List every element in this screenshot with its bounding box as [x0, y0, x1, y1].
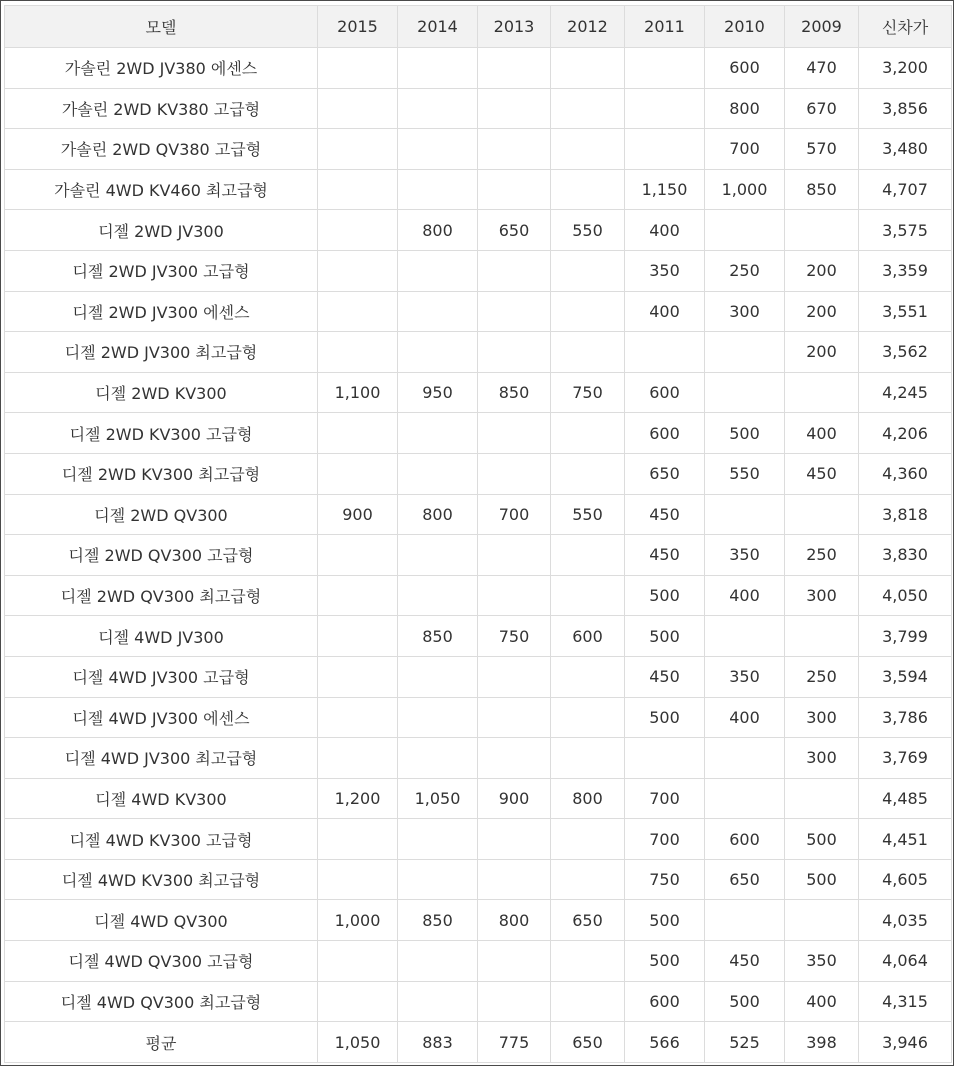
- price-2015-cell: [318, 981, 398, 1022]
- price-2010-cell: 300: [705, 291, 785, 332]
- price-2015-cell: [318, 291, 398, 332]
- price-2009-cell: [785, 900, 859, 941]
- model-cell: 디젤 4WD KV300 고급형: [5, 819, 318, 860]
- table-row: [5, 250, 952, 291]
- price-2015-cell: [318, 413, 398, 454]
- price-2010-cell: [705, 332, 785, 373]
- table-header: [5, 6, 952, 48]
- price-2014-cell: [398, 941, 478, 982]
- price-2010-cell: 350: [705, 656, 785, 697]
- column-header-model: 모델: [5, 6, 318, 48]
- price-2013-cell: [478, 697, 551, 738]
- table-row: [5, 332, 952, 373]
- price-2010-cell: 450: [705, 941, 785, 982]
- price-2013-cell: 650: [478, 210, 551, 251]
- model-cell: 가솔린 4WD KV460 최고급형: [5, 169, 318, 210]
- new-price-cell: 3,818: [859, 494, 952, 535]
- price-2011-cell: 500: [625, 941, 705, 982]
- average-row: [5, 1022, 952, 1063]
- price-2014-cell: [398, 656, 478, 697]
- new-price-cell: 3,359: [859, 250, 952, 291]
- price-2009-cell: 400: [785, 413, 859, 454]
- price-2011-cell: 650: [625, 453, 705, 494]
- model-cell: 디젤 4WD JV300: [5, 616, 318, 657]
- price-2015-cell: 1,200: [318, 778, 398, 819]
- price-2009-cell: [785, 616, 859, 657]
- price-2012-cell: 650: [551, 900, 625, 941]
- price-2015-cell: [318, 819, 398, 860]
- price-2015-cell: [318, 210, 398, 251]
- new-price-cell: 4,707: [859, 169, 952, 210]
- price-2013-cell: 750: [478, 616, 551, 657]
- price-2012-cell: [551, 697, 625, 738]
- table-row: [5, 291, 952, 332]
- price-2011-cell: 400: [625, 210, 705, 251]
- table-row: [5, 900, 952, 941]
- price-2009-cell: 200: [785, 291, 859, 332]
- column-header-new-price: 신차가: [859, 6, 952, 48]
- model-cell: 가솔린 2WD KV380 고급형: [5, 88, 318, 129]
- price-2011-cell: [625, 48, 705, 89]
- table-row: [5, 616, 952, 657]
- price-2014-cell: [398, 575, 478, 616]
- price-2010-cell: 600: [705, 819, 785, 860]
- table-row: [5, 413, 952, 454]
- price-2010-cell: 600: [705, 48, 785, 89]
- header-row: [5, 6, 952, 48]
- model-cell: 디젤 2WD JV300 에센스: [5, 291, 318, 332]
- price-2009-cell: 398: [785, 1022, 859, 1063]
- new-price-cell: 3,856: [859, 88, 952, 129]
- price-2013-cell: [478, 413, 551, 454]
- price-2014-cell: [398, 129, 478, 170]
- price-2010-cell: [705, 900, 785, 941]
- price-2009-cell: 400: [785, 981, 859, 1022]
- model-cell: 디젤 4WD JV300 고급형: [5, 656, 318, 697]
- new-price-cell: 4,485: [859, 778, 952, 819]
- new-price-cell: 3,799: [859, 616, 952, 657]
- price-2010-cell: 1,000: [705, 169, 785, 210]
- new-price-cell: 3,769: [859, 738, 952, 779]
- price-2013-cell: [478, 291, 551, 332]
- price-2013-cell: 775: [478, 1022, 551, 1063]
- price-2012-cell: [551, 575, 625, 616]
- price-2013-cell: [478, 129, 551, 170]
- price-2009-cell: [785, 494, 859, 535]
- new-price-cell: 3,946: [859, 1022, 952, 1063]
- price-2010-cell: [705, 778, 785, 819]
- price-2014-cell: [398, 981, 478, 1022]
- model-cell: 디젤 4WD QV300 고급형: [5, 941, 318, 982]
- price-2014-cell: 950: [398, 372, 478, 413]
- price-2015-cell: [318, 697, 398, 738]
- price-2011-cell: 600: [625, 413, 705, 454]
- price-2010-cell: [705, 616, 785, 657]
- price-2014-cell: 883: [398, 1022, 478, 1063]
- new-price-cell: 4,064: [859, 941, 952, 982]
- price-2011-cell: 700: [625, 778, 705, 819]
- price-2013-cell: [478, 656, 551, 697]
- price-2011-cell: 500: [625, 575, 705, 616]
- table-row: [5, 697, 952, 738]
- model-cell: 디젤 4WD KV300 최고급형: [5, 859, 318, 900]
- table-row: [5, 575, 952, 616]
- price-2011-cell: 566: [625, 1022, 705, 1063]
- price-2013-cell: [478, 575, 551, 616]
- model-cell: 디젤 2WD KV300 고급형: [5, 413, 318, 454]
- model-cell: 평균: [5, 1022, 318, 1063]
- price-2009-cell: 300: [785, 697, 859, 738]
- price-2009-cell: 450: [785, 453, 859, 494]
- model-cell: 가솔린 2WD QV380 고급형: [5, 129, 318, 170]
- price-2011-cell: 1,150: [625, 169, 705, 210]
- column-header-2015: 2015: [318, 6, 398, 48]
- new-price-cell: 3,786: [859, 697, 952, 738]
- column-header-2011: 2011: [625, 6, 705, 48]
- price-2012-cell: 550: [551, 210, 625, 251]
- price-2015-cell: [318, 616, 398, 657]
- price-2009-cell: 500: [785, 859, 859, 900]
- new-price-cell: 4,315: [859, 981, 952, 1022]
- price-2015-cell: [318, 169, 398, 210]
- price-2013-cell: [478, 88, 551, 129]
- price-2010-cell: 400: [705, 697, 785, 738]
- price-2010-cell: [705, 372, 785, 413]
- price-2015-cell: [318, 859, 398, 900]
- new-price-cell: 4,206: [859, 413, 952, 454]
- price-2014-cell: 1,050: [398, 778, 478, 819]
- price-2014-cell: [398, 453, 478, 494]
- price-2010-cell: 700: [705, 129, 785, 170]
- price-2014-cell: [398, 88, 478, 129]
- price-2009-cell: 500: [785, 819, 859, 860]
- price-2011-cell: 500: [625, 697, 705, 738]
- price-2010-cell: 500: [705, 413, 785, 454]
- table-row: [5, 738, 952, 779]
- price-2011-cell: [625, 332, 705, 373]
- table-row: [5, 210, 952, 251]
- price-2010-cell: 350: [705, 535, 785, 576]
- price-2012-cell: [551, 48, 625, 89]
- price-2010-cell: 550: [705, 453, 785, 494]
- price-2009-cell: [785, 210, 859, 251]
- price-2015-cell: [318, 453, 398, 494]
- price-2014-cell: [398, 250, 478, 291]
- price-2009-cell: 200: [785, 250, 859, 291]
- price-2012-cell: [551, 819, 625, 860]
- price-2012-cell: [551, 941, 625, 982]
- price-2013-cell: [478, 981, 551, 1022]
- price-2010-cell: 500: [705, 981, 785, 1022]
- model-cell: 디젤 2WD QV300 최고급형: [5, 575, 318, 616]
- table-row: [5, 941, 952, 982]
- price-2011-cell: 500: [625, 616, 705, 657]
- price-2015-cell: [318, 575, 398, 616]
- price-2012-cell: 550: [551, 494, 625, 535]
- price-2010-cell: [705, 494, 785, 535]
- price-2014-cell: [398, 291, 478, 332]
- model-cell: 디젤 2WD QV300 고급형: [5, 535, 318, 576]
- table-row: [5, 88, 952, 129]
- table-row: [5, 372, 952, 413]
- table-row: [5, 169, 952, 210]
- price-2009-cell: 250: [785, 656, 859, 697]
- price-2015-cell: [318, 656, 398, 697]
- model-cell: 디젤 2WD JV300 고급형: [5, 250, 318, 291]
- price-2013-cell: [478, 941, 551, 982]
- price-2011-cell: 350: [625, 250, 705, 291]
- model-cell: 디젤 2WD KV300 최고급형: [5, 453, 318, 494]
- model-cell: 디젤 4WD QV300 최고급형: [5, 981, 318, 1022]
- price-2011-cell: 500: [625, 900, 705, 941]
- price-2014-cell: 800: [398, 494, 478, 535]
- price-2012-cell: 750: [551, 372, 625, 413]
- price-2012-cell: 600: [551, 616, 625, 657]
- price-2015-cell: 1,000: [318, 900, 398, 941]
- model-cell: 디젤 2WD KV300: [5, 372, 318, 413]
- price-2009-cell: 670: [785, 88, 859, 129]
- price-2014-cell: [398, 697, 478, 738]
- price-2014-cell: 800: [398, 210, 478, 251]
- price-2012-cell: 800: [551, 778, 625, 819]
- price-2011-cell: [625, 88, 705, 129]
- price-2015-cell: 1,100: [318, 372, 398, 413]
- price-2012-cell: [551, 453, 625, 494]
- price-2013-cell: [478, 453, 551, 494]
- table-row: [5, 819, 952, 860]
- price-2014-cell: [398, 738, 478, 779]
- price-2012-cell: [551, 413, 625, 454]
- price-2009-cell: 200: [785, 332, 859, 373]
- price-2009-cell: [785, 778, 859, 819]
- price-2011-cell: [625, 738, 705, 779]
- new-price-cell: 3,562: [859, 332, 952, 373]
- new-price-cell: 4,360: [859, 453, 952, 494]
- new-price-cell: 4,035: [859, 900, 952, 941]
- model-cell: 디젤 2WD JV300 최고급형: [5, 332, 318, 373]
- model-cell: 디젤 4WD QV300: [5, 900, 318, 941]
- new-price-cell: 4,245: [859, 372, 952, 413]
- price-2009-cell: 850: [785, 169, 859, 210]
- column-header-2009: 2009: [785, 6, 859, 48]
- price-2012-cell: [551, 332, 625, 373]
- new-price-cell: 3,551: [859, 291, 952, 332]
- price-2011-cell: 400: [625, 291, 705, 332]
- price-2011-cell: 450: [625, 656, 705, 697]
- price-2012-cell: 650: [551, 1022, 625, 1063]
- price-2015-cell: [318, 48, 398, 89]
- price-2014-cell: [398, 169, 478, 210]
- price-2015-cell: [318, 535, 398, 576]
- price-2014-cell: [398, 535, 478, 576]
- price-2009-cell: 250: [785, 535, 859, 576]
- price-2012-cell: [551, 250, 625, 291]
- new-price-cell: 3,594: [859, 656, 952, 697]
- price-2010-cell: [705, 210, 785, 251]
- price-2014-cell: 850: [398, 900, 478, 941]
- new-price-cell: 4,451: [859, 819, 952, 860]
- price-2013-cell: [478, 48, 551, 89]
- price-2013-cell: [478, 332, 551, 373]
- price-2013-cell: 850: [478, 372, 551, 413]
- price-table: [4, 5, 952, 1063]
- new-price-cell: 3,480: [859, 129, 952, 170]
- price-2015-cell: [318, 332, 398, 373]
- price-2011-cell: 450: [625, 494, 705, 535]
- price-2011-cell: 700: [625, 819, 705, 860]
- price-2012-cell: [551, 656, 625, 697]
- price-2012-cell: [551, 981, 625, 1022]
- price-2013-cell: [478, 738, 551, 779]
- price-2010-cell: 800: [705, 88, 785, 129]
- price-2012-cell: [551, 169, 625, 210]
- price-2011-cell: 450: [625, 535, 705, 576]
- price-2012-cell: [551, 738, 625, 779]
- table-row: [5, 494, 952, 535]
- price-2012-cell: [551, 88, 625, 129]
- price-2014-cell: [398, 819, 478, 860]
- price-2010-cell: 400: [705, 575, 785, 616]
- table-row: [5, 129, 952, 170]
- model-cell: 디젤 2WD QV300: [5, 494, 318, 535]
- price-2009-cell: 570: [785, 129, 859, 170]
- price-2011-cell: 600: [625, 372, 705, 413]
- price-2013-cell: [478, 169, 551, 210]
- column-header-2012: 2012: [551, 6, 625, 48]
- price-2015-cell: [318, 250, 398, 291]
- price-2012-cell: [551, 859, 625, 900]
- price-2009-cell: 350: [785, 941, 859, 982]
- price-2014-cell: [398, 859, 478, 900]
- price-2012-cell: [551, 129, 625, 170]
- price-2015-cell: 1,050: [318, 1022, 398, 1063]
- table-row: [5, 453, 952, 494]
- price-2009-cell: 300: [785, 738, 859, 779]
- price-2015-cell: [318, 738, 398, 779]
- new-price-cell: 4,050: [859, 575, 952, 616]
- new-price-cell: 3,200: [859, 48, 952, 89]
- price-2011-cell: [625, 129, 705, 170]
- price-2012-cell: [551, 535, 625, 576]
- price-2011-cell: 750: [625, 859, 705, 900]
- price-2010-cell: [705, 738, 785, 779]
- model-cell: 가솔린 2WD JV380 에센스: [5, 48, 318, 89]
- model-cell: 디젤 4WD JV300 최고급형: [5, 738, 318, 779]
- model-cell: 디젤 4WD JV300 에센스: [5, 697, 318, 738]
- price-2014-cell: [398, 48, 478, 89]
- column-header-2013: 2013: [478, 6, 551, 48]
- new-price-cell: 3,830: [859, 535, 952, 576]
- table-row: [5, 656, 952, 697]
- price-2015-cell: [318, 941, 398, 982]
- model-cell: 디젤 2WD JV300: [5, 210, 318, 251]
- price-2010-cell: 650: [705, 859, 785, 900]
- price-2009-cell: [785, 372, 859, 413]
- price-2012-cell: [551, 291, 625, 332]
- new-price-cell: 4,605: [859, 859, 952, 900]
- column-header-2014: 2014: [398, 6, 478, 48]
- new-price-cell: 3,575: [859, 210, 952, 251]
- price-2014-cell: [398, 413, 478, 454]
- price-2013-cell: [478, 859, 551, 900]
- price-2014-cell: [398, 332, 478, 373]
- table-row: [5, 981, 952, 1022]
- price-2014-cell: 850: [398, 616, 478, 657]
- price-2015-cell: [318, 129, 398, 170]
- price-2010-cell: 250: [705, 250, 785, 291]
- price-2010-cell: 525: [705, 1022, 785, 1063]
- price-2013-cell: [478, 535, 551, 576]
- table-body: [5, 48, 952, 1063]
- column-header-2010: 2010: [705, 6, 785, 48]
- price-2015-cell: 900: [318, 494, 398, 535]
- price-2009-cell: 470: [785, 48, 859, 89]
- model-cell: 디젤 4WD KV300: [5, 778, 318, 819]
- table-row: [5, 778, 952, 819]
- price-2015-cell: [318, 88, 398, 129]
- table-row: [5, 859, 952, 900]
- price-2013-cell: 900: [478, 778, 551, 819]
- table-row: [5, 535, 952, 576]
- price-2013-cell: [478, 819, 551, 860]
- price-2009-cell: 300: [785, 575, 859, 616]
- price-2013-cell: 800: [478, 900, 551, 941]
- price-2011-cell: 600: [625, 981, 705, 1022]
- price-2013-cell: 700: [478, 494, 551, 535]
- price-2013-cell: [478, 250, 551, 291]
- table-row: [5, 48, 952, 89]
